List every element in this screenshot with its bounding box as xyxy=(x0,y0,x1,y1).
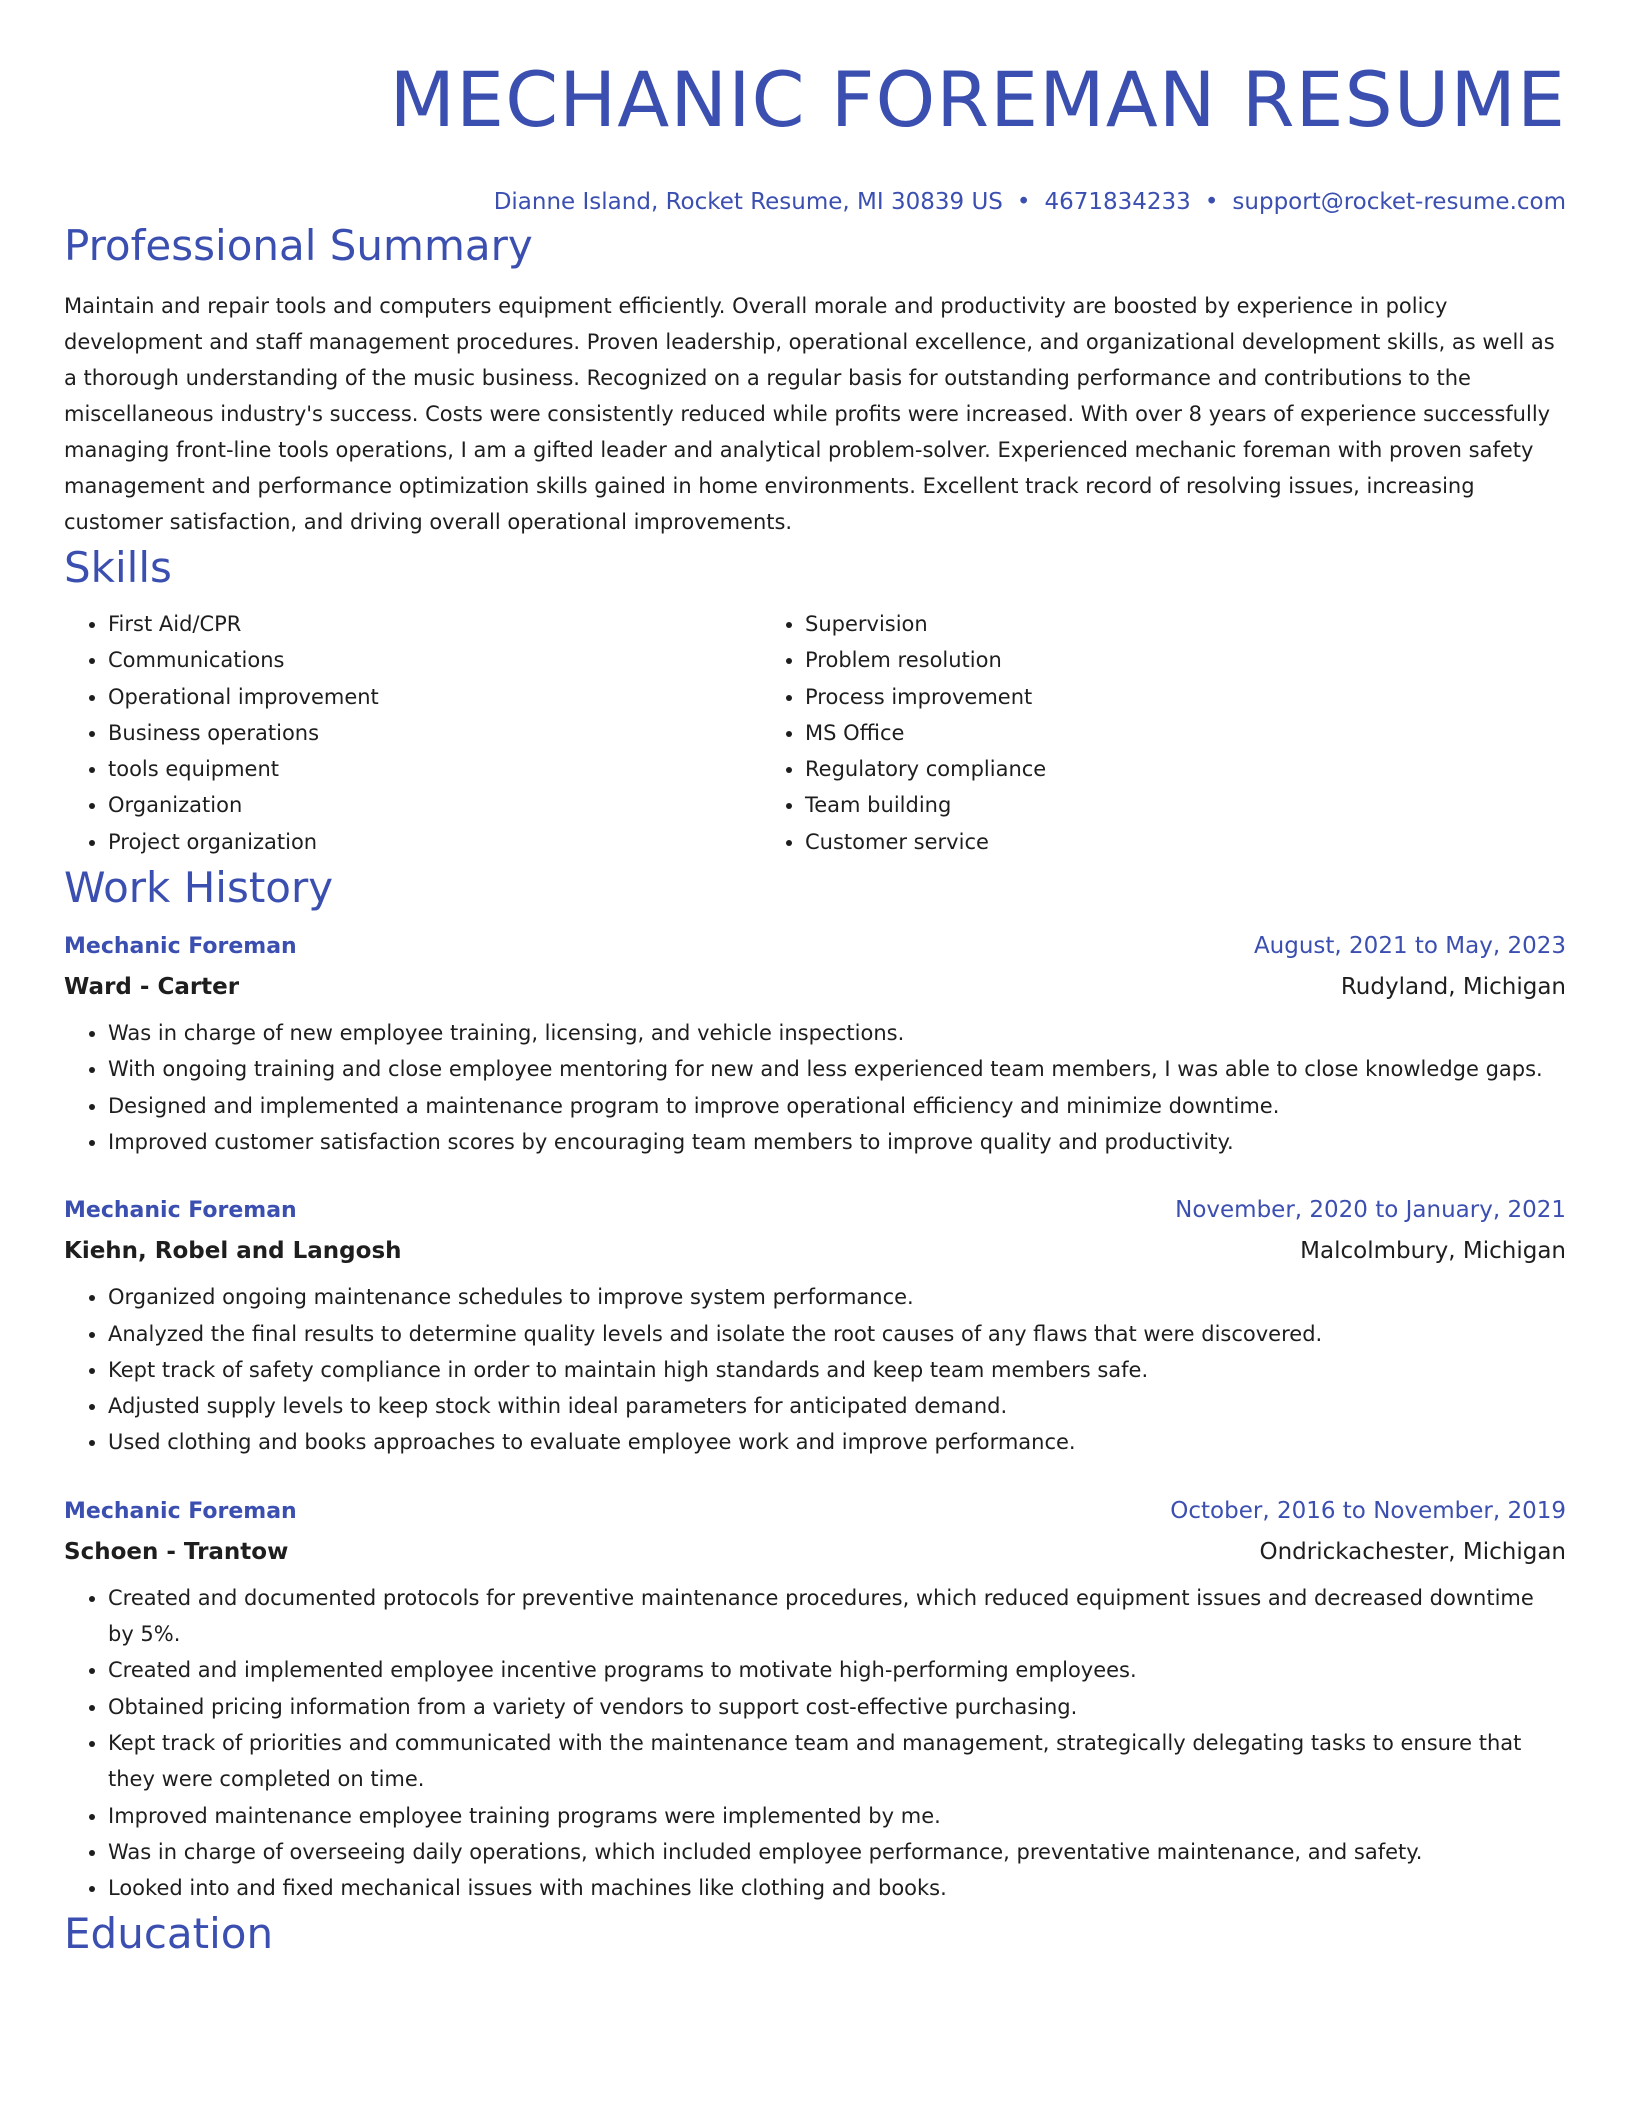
resume-title: MECHANIC FOREMAN RESUME xyxy=(389,55,1566,144)
skills-column-right xyxy=(761,606,1458,860)
summary-heading: Professional Summary xyxy=(64,221,533,270)
job-location: Rudyland, Michigan xyxy=(1340,974,1566,1001)
job-bullet: • Kept track of safety compliance in order to maintain high standards and keep team members safe. xyxy=(108,1352,1566,1388)
job-bullets xyxy=(64,1580,1566,1907)
job-bullet: • Was in charge of overseeing daily operations, which included employee performance, preventative maintenance, and safety. xyxy=(108,1834,1566,1870)
skill-item: • MS Office xyxy=(805,715,1458,751)
job-bullet: • Kept track of priorities and communicated with the maintenance team and management, strategically delegating tasks to ensure that they were completed on time. xyxy=(108,1725,1566,1798)
contact-phone: 4671834233 xyxy=(1044,189,1191,215)
job-bullets xyxy=(64,1015,1566,1160)
skills-column-left xyxy=(64,606,761,860)
job-company-row xyxy=(64,967,1566,1007)
job-company: Schoen - Trantow xyxy=(64,1538,289,1565)
job-bullet: • With ongoing training and close employee mentoring for new and less experienced team members, I was able to close knowledge gaps. xyxy=(108,1051,1566,1087)
skill-item: • Communications xyxy=(108,642,761,678)
contact-address: Dianne Island, Rocket Resume, MI 30839 US xyxy=(493,189,1003,215)
job-company-row xyxy=(64,1231,1566,1271)
job-location: Ondrickachester, Michigan xyxy=(1259,1538,1566,1565)
job-title-row xyxy=(64,926,1566,967)
job-title: Mechanic Foreman xyxy=(64,1498,297,1524)
work-history-list xyxy=(64,926,1566,1906)
job-bullet: • Looked into and fixed mechanical issues with machines like clothing and books. xyxy=(108,1870,1566,1906)
job-bullet: • Created and documented protocols for preventive maintenance procedures, which reduced equipment issues and decreased downtime by 5%. xyxy=(108,1580,1566,1653)
contact-email: support@rocket-resume.com xyxy=(1232,189,1566,215)
job-company: Kiehn, Robel and Langosh xyxy=(64,1238,402,1265)
job-company: Ward - Carter xyxy=(64,974,240,1001)
skill-item: • Customer service xyxy=(805,824,1458,860)
job-entry xyxy=(64,1190,1566,1460)
skill-item: • Regulatory compliance xyxy=(805,751,1458,787)
job-bullet: • Was in charge of new employee training, licensing, and vehicle inspections. xyxy=(108,1015,1566,1051)
job-bullet: • Designed and implemented a maintenance program to improve operational efficiency and minimize downtime. xyxy=(108,1088,1566,1124)
skill-item: • tools equipment xyxy=(108,751,761,787)
job-bullets xyxy=(64,1279,1566,1460)
summary-text: Maintain and repair tools and computers equipment efficiently. Overall morale and productivity are boosted by experience in policy development and staff management procedures. Proven leadership, operational excellence, and organizational development skills, as well as a thorough understanding of the music business. Recognized on a regular basis for outstanding performance and contributions to the miscellaneous industry's success. Costs were consistently reduced while profits were increased. With over 8 years of experience successfully managing front-line tools operations, I am a gifted leader and analytical problem-solver. Experienced mechanic foreman with proven safety management and performance optimization skills gained in home environments. Excellent track record of resolving issues, increasing customer satisfaction, and driving overall operational improvements. xyxy=(64,294,1555,534)
skill-item: • Team building xyxy=(805,787,1458,823)
job-bullet: • Improved maintenance employee training programs were implemented by me. xyxy=(108,1798,1566,1834)
job-bullet: • Improved customer satisfaction scores by encouraging team members to improve quality and productivity. xyxy=(108,1124,1566,1160)
contact-line xyxy=(64,186,1566,218)
job-dates: November, 2020 to January, 2021 xyxy=(1175,1197,1566,1224)
skill-item: • Business operations xyxy=(108,715,761,751)
contact-separator: • xyxy=(1204,189,1219,215)
job-company-row xyxy=(64,1532,1566,1572)
skills-list xyxy=(64,606,1566,860)
job-bullet: • Analyzed the final results to determine quality levels and isolate the root causes of any flaws that were discovered. xyxy=(108,1316,1566,1352)
job-location: Malcolmbury, Michigan xyxy=(1300,1238,1566,1265)
work-history-heading: Work History xyxy=(64,863,334,913)
job-dates: August, 2021 to May, 2023 xyxy=(1253,933,1566,960)
job-entry xyxy=(64,1491,1566,1907)
contact-separator: • xyxy=(1016,189,1031,215)
job-bullet: • Organized ongoing maintenance schedules to improve system performance. xyxy=(108,1279,1566,1315)
skill-item: • Operational improvement xyxy=(108,679,761,715)
job-dates: October, 2016 to November, 2019 xyxy=(1170,1497,1566,1524)
job-title: Mechanic Foreman xyxy=(64,934,297,960)
job-title: Mechanic Foreman xyxy=(64,1198,297,1224)
skill-item: • Supervision xyxy=(805,606,1458,642)
skill-item: • Problem resolution xyxy=(805,642,1458,678)
skill-item: • Process improvement xyxy=(805,679,1458,715)
skill-item: • Project organization xyxy=(108,824,761,860)
education-heading: Education xyxy=(64,1909,274,1959)
skill-item: • First Aid/CPR xyxy=(108,606,761,642)
job-title-row xyxy=(64,1491,1566,1532)
job-bullet: • Obtained pricing information from a variety of vendors to support cost-effective purchasing. xyxy=(108,1689,1566,1725)
job-entry xyxy=(64,926,1566,1160)
job-bullet: • Adjusted supply levels to keep stock within ideal parameters for anticipated demand. xyxy=(108,1388,1566,1424)
job-title-row xyxy=(64,1190,1566,1231)
job-bullet: • Used clothing and books approaches to evaluate employee work and improve performance. xyxy=(108,1424,1566,1460)
skill-item: • Organization xyxy=(108,787,761,823)
skills-heading: Skills xyxy=(64,543,172,592)
resume-page xyxy=(64,0,1566,1962)
job-bullet: • Created and implemented employee incentive programs to motivate high-performing employees. xyxy=(108,1652,1566,1688)
